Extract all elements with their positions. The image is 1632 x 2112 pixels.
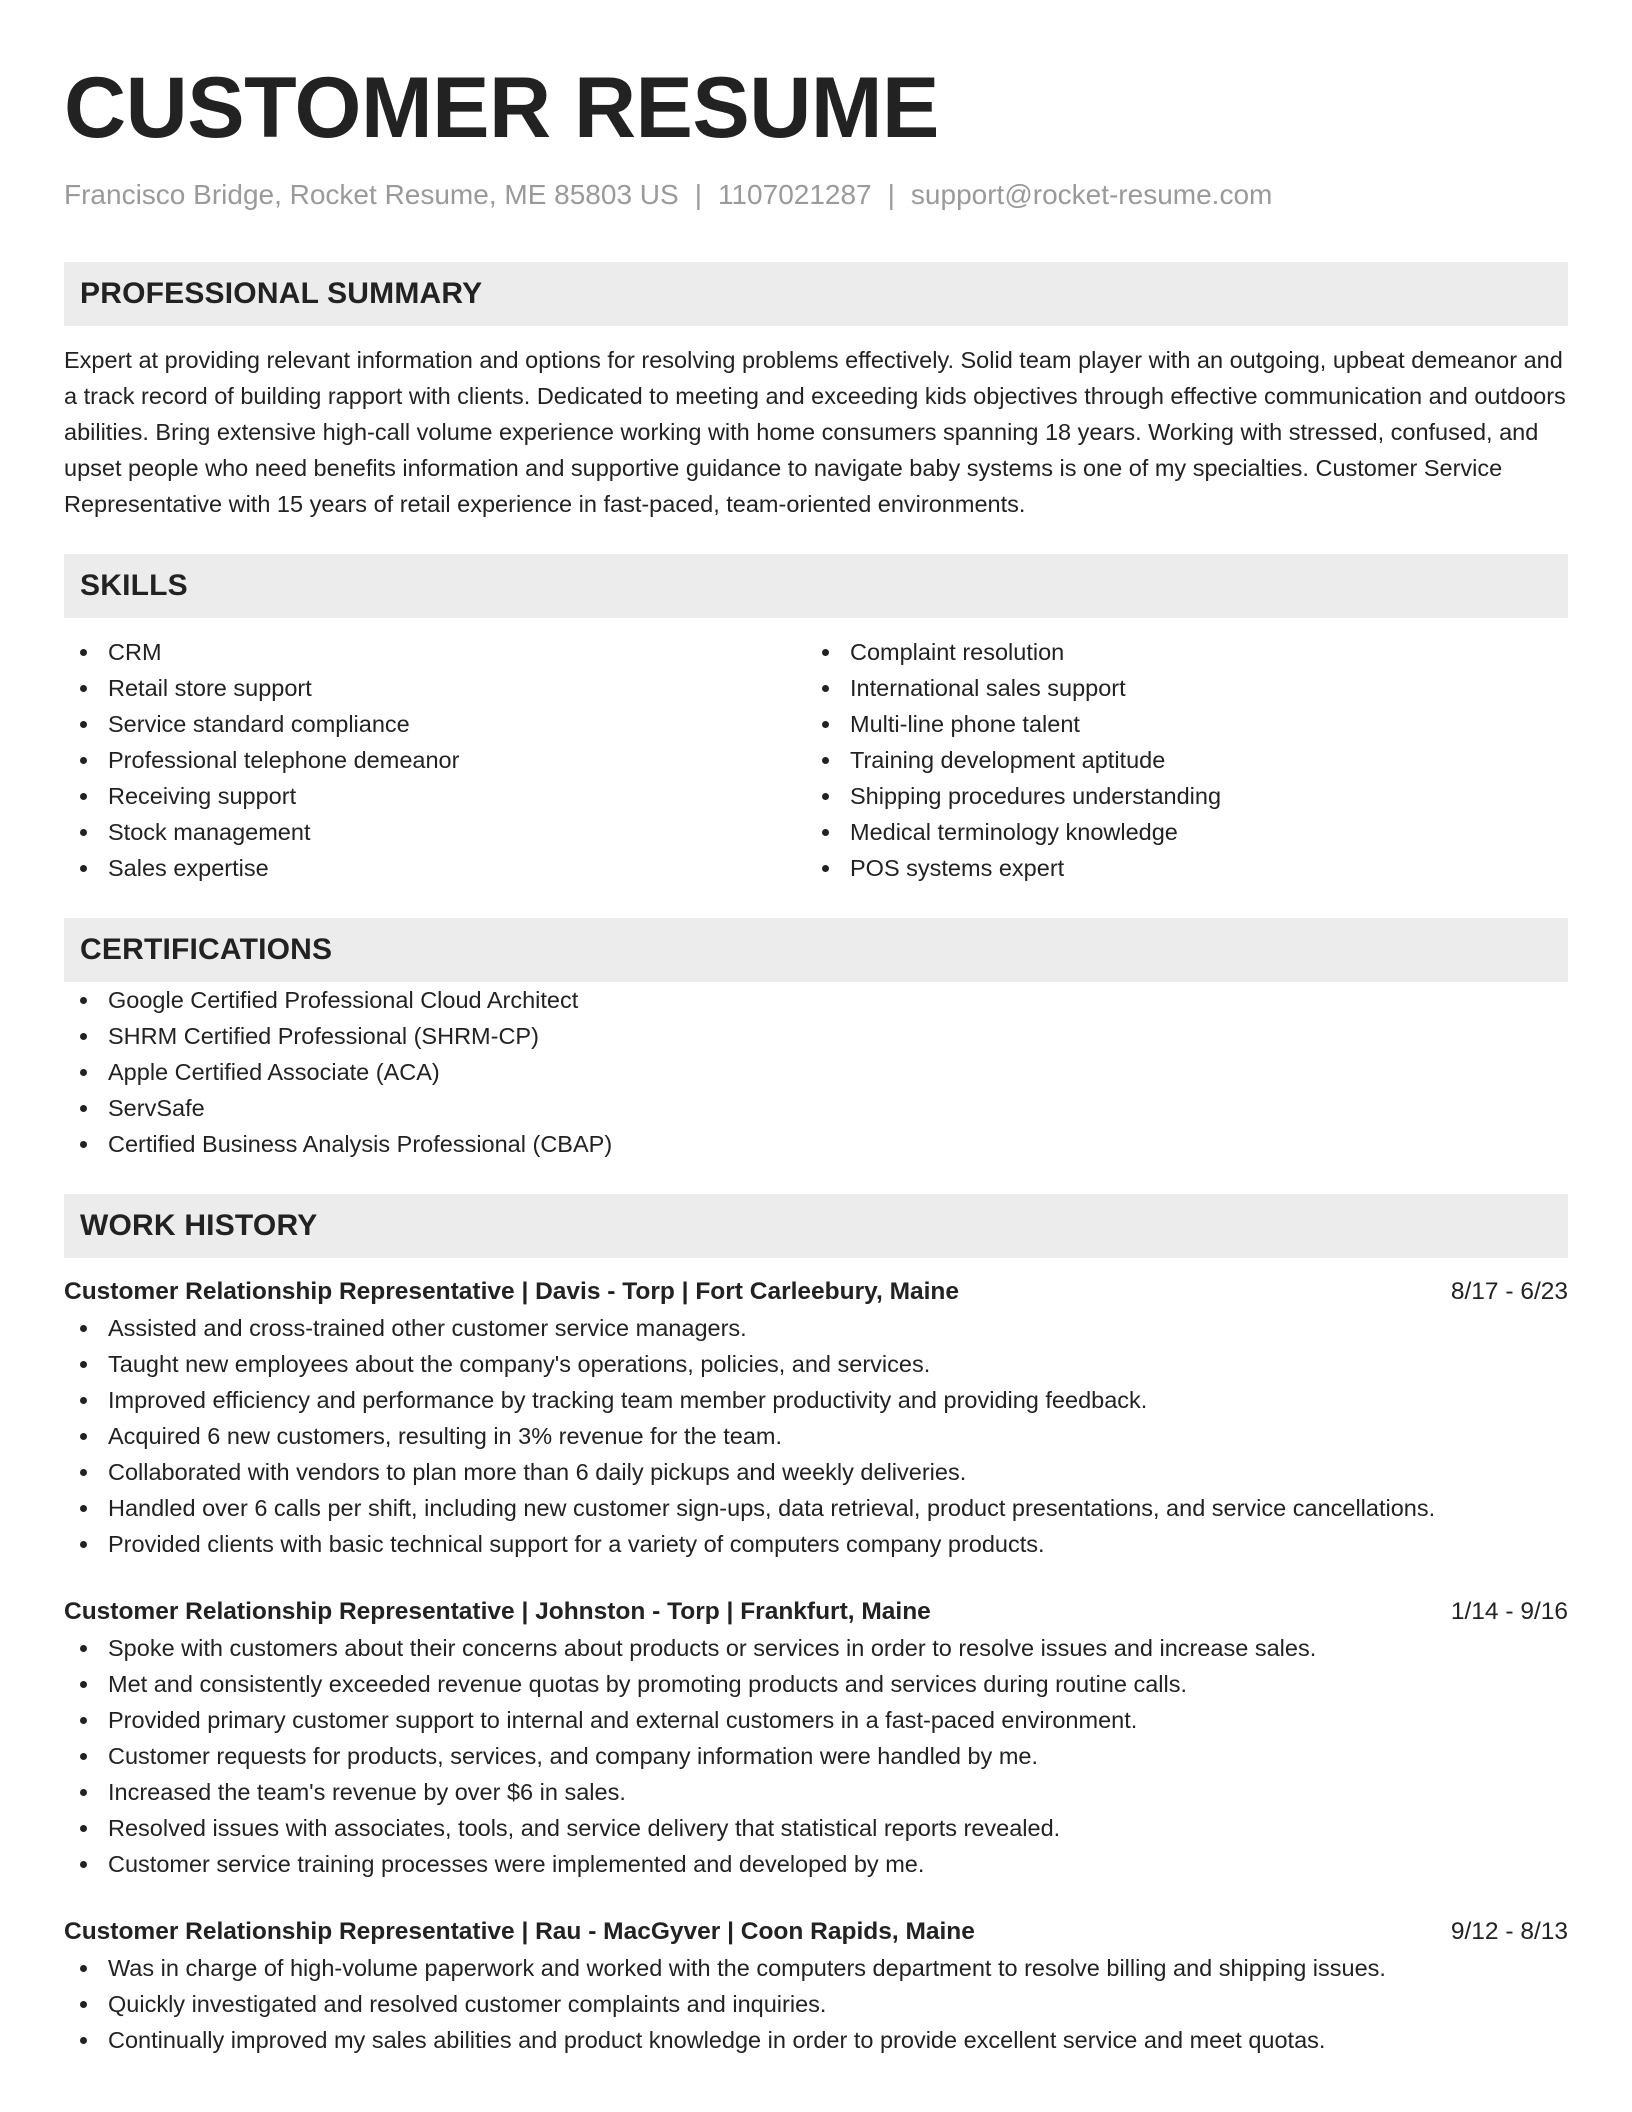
certification-item: Google Certified Professional Cloud Architect	[64, 982, 1568, 1018]
skill-item: International sales support	[806, 670, 1548, 706]
job-header	[64, 1274, 1568, 1310]
skills-heading: SKILLS	[64, 554, 1568, 618]
skill-item: Training development aptitude	[806, 742, 1548, 778]
resume-page	[64, 0, 1568, 2058]
skills-column-left	[64, 634, 806, 886]
skill-item: Professional telephone demeanor	[64, 742, 806, 778]
job-header	[64, 1594, 1568, 1630]
job-bullet: Customer requests for products, services, and company information were handled by me.	[64, 1738, 1568, 1774]
skill-item: CRM	[64, 634, 806, 670]
job-title: Customer Relationship Representative | Rau - MacGyver | Coon Rapids, Maine	[64, 1918, 975, 1945]
job-bullet: Assisted and cross-trained other customer service managers.	[64, 1310, 1568, 1346]
job-title: Customer Relationship Representative | Davis - Torp | Fort Carleebury, Maine	[64, 1278, 960, 1305]
certification-item: Apple Certified Associate (ACA)	[64, 1054, 1568, 1090]
job-bullet: Handled over 6 calls per shift, including new customer sign-ups, data retrieval, product presentations, and service cancellations.	[64, 1490, 1568, 1526]
certification-item: ServSafe	[64, 1090, 1568, 1126]
skill-item: Medical terminology knowledge	[806, 814, 1548, 850]
job-bullet: Spoke with customers about their concerns about products or services in order to resolve issues and increase sales.	[64, 1630, 1568, 1666]
skill-item: Complaint resolution	[806, 634, 1548, 670]
contact-email: support@rocket-resume.com	[910, 179, 1273, 210]
job-title: Customer Relationship Representative | Johnston - Torp | Frankfurt, Maine	[64, 1598, 931, 1625]
contact-address: Francisco Bridge, Rocket Resume, ME 85803 US	[64, 179, 679, 210]
job-bullets	[64, 1630, 1568, 1882]
job-dates: 9/12 - 8/13	[1450, 1918, 1568, 1945]
job-entry	[64, 1274, 1568, 1562]
job-dates: 8/17 - 6/23	[1450, 1278, 1568, 1305]
job-bullets	[64, 1310, 1568, 1562]
job-bullet: Was in charge of high-volume paperwork and worked with the computers department to resolve billing and shipping issues.	[64, 1950, 1568, 1986]
contact-separator: |	[887, 179, 895, 210]
skill-item: Receiving support	[64, 778, 806, 814]
job-bullet: Collaborated with vendors to plan more than 6 daily pickups and weekly deliveries.	[64, 1454, 1568, 1490]
job-bullet: Quickly investigated and resolved customer complaints and inquiries.	[64, 1986, 1568, 2022]
skills-column-right	[806, 634, 1548, 886]
job-entry	[64, 1594, 1568, 1882]
job-dates: 1/14 - 9/16	[1450, 1598, 1568, 1625]
contact-separator: |	[694, 179, 702, 210]
contact-line	[64, 178, 1568, 212]
skill-item: Shipping procedures understanding	[806, 778, 1548, 814]
certifications-list	[64, 982, 1568, 1162]
job-bullet: Improved efficiency and performance by tracking team member productivity and providing feedback.	[64, 1382, 1568, 1418]
job-bullet: Taught new employees about the company's operations, policies, and services.	[64, 1346, 1568, 1382]
skill-item: POS systems expert	[806, 850, 1548, 886]
summary-heading: PROFESSIONAL SUMMARY	[64, 262, 1568, 326]
job-header	[64, 1914, 1568, 1950]
skill-item: Multi-line phone talent	[806, 706, 1548, 742]
skill-item: Sales expertise	[64, 850, 806, 886]
skill-item: Service standard compliance	[64, 706, 806, 742]
job-entry	[64, 1914, 1568, 2058]
skills-list-left	[64, 634, 806, 886]
certifications-heading: CERTIFICATIONS	[64, 918, 1568, 982]
certification-item: Certified Business Analysis Professional (CBAP)	[64, 1126, 1568, 1162]
summary-text: Expert at providing relevant information and options for resolving problems effectively. Solid team player with an outgoing, upbeat demeanor and a track record of building rapport with clients. Dedicated to meeting and exceeding kids objectives through effective communication and outdoors abilities. Bring extensive high-call volume experience working with home consumers spanning 18 years. Working with stressed, confused, and upset people who need benefits information and supportive guidance to navigate baby systems is one of my specialties. Customer Service Representative with 15 years of retail experience in fast-paced, team-oriented environments.	[64, 347, 1566, 517]
skill-item: Retail store support	[64, 670, 806, 706]
certification-item: SHRM Certified Professional (SHRM-CP)	[64, 1018, 1568, 1054]
job-bullet: Increased the team's revenue by over $6 in sales.	[64, 1774, 1568, 1810]
skills-columns	[64, 634, 1568, 886]
job-bullet: Resolved issues with associates, tools, and service delivery that statistical reports revealed.	[64, 1810, 1568, 1846]
job-bullet: Provided clients with basic technical support for a variety of computers company products.	[64, 1526, 1568, 1562]
skills-list-right	[806, 634, 1548, 886]
skill-item: Stock management	[64, 814, 806, 850]
job-bullet: Customer service training processes were implemented and developed by me.	[64, 1846, 1568, 1882]
resume-title: CUSTOMER RESUME	[64, 60, 939, 156]
contact-phone: 1107021287	[717, 179, 872, 210]
job-bullets	[64, 1950, 1568, 2058]
job-bullet: Acquired 6 new customers, resulting in 3% revenue for the team.	[64, 1418, 1568, 1454]
job-bullet: Met and consistently exceeded revenue quotas by promoting products and services during routine calls.	[64, 1666, 1568, 1702]
work-history-heading: WORK HISTORY	[64, 1194, 1568, 1258]
job-bullet: Provided primary customer support to internal and external customers in a fast-paced environment.	[64, 1702, 1568, 1738]
job-bullet: Continually improved my sales abilities and product knowledge in order to provide excellent service and meet quotas.	[64, 2022, 1568, 2058]
